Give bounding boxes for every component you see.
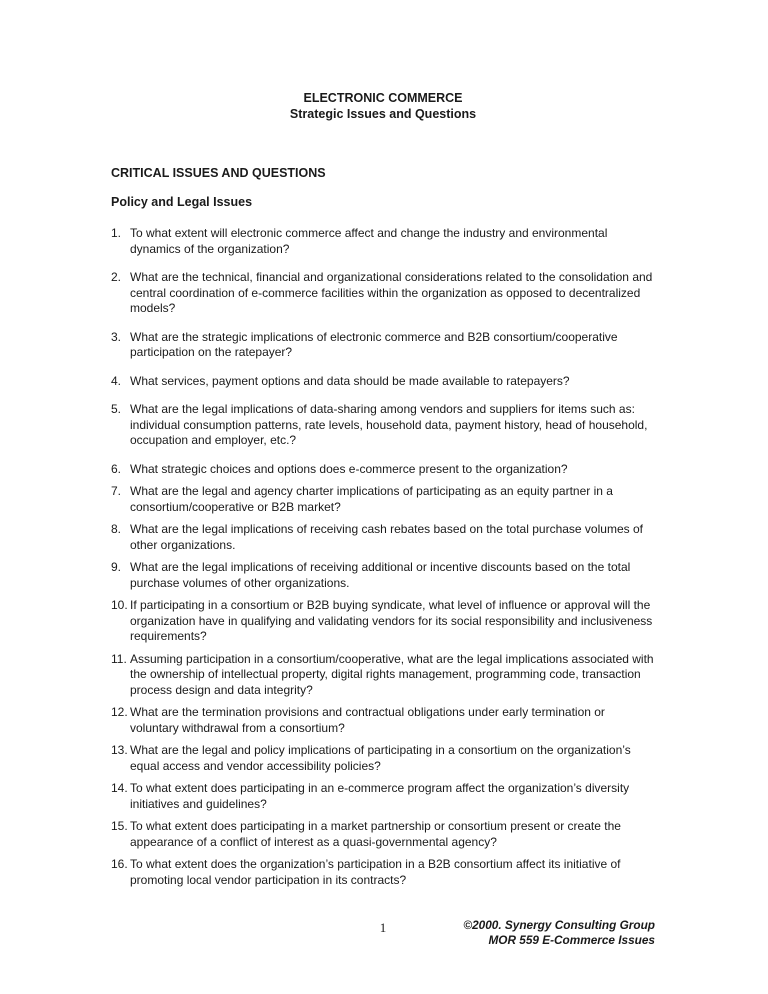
question-text: What services, payment options and data should be made available to ratepayers? bbox=[130, 373, 570, 388]
question-list bbox=[111, 226, 655, 888]
question-text: What are the strategic implications of electronic commerce and B2B consortium/cooperative participation on the ratepayer? bbox=[130, 329, 618, 359]
page-footer bbox=[111, 918, 655, 958]
question-number: 13. bbox=[111, 743, 128, 757]
question-number: 8. bbox=[111, 522, 122, 536]
question-text: To what extent does participating in a market partnership or consortium present or create the appearance of a conflict of interest as a quasi-governmental agency? bbox=[130, 819, 621, 849]
question-number: 11. bbox=[111, 651, 127, 666]
question-item bbox=[111, 560, 655, 591]
question-item bbox=[111, 705, 655, 736]
page-number: 1 bbox=[379, 920, 387, 935]
question-number: 5. bbox=[111, 402, 122, 416]
question-text: What are the technical, financial and organizational considerations related to the consolidation and central coordination of e-commerce facilities within the organization as opposed to decentralized models? bbox=[130, 270, 653, 315]
question-item bbox=[111, 270, 655, 317]
question-number: 1. bbox=[111, 226, 122, 240]
question-text: What are the legal and policy implications of participating in a consortium on the organization’s equal access and vendor accessibility policies? bbox=[130, 743, 631, 773]
title-line-2: Strategic Issues and Questions bbox=[289, 106, 477, 121]
question-text: What are the legal implications of data-sharing among vendors and suppliers for items such as: individual consumption patterns, rate levels, household data, payment history, head of household, occupation and employer, etc.? bbox=[130, 402, 648, 447]
question-text: What are the termination provisions and contractual obligations under early termination or voluntary withdrawal from a consortium? bbox=[130, 705, 605, 735]
copyright-line-2: MOR 559 E-Commerce Issues bbox=[488, 933, 655, 947]
section-heading: CRITICAL ISSUES AND QUESTIONS bbox=[111, 166, 326, 180]
question-number: 7. bbox=[111, 484, 122, 498]
question-text: To what extent will electronic commerce affect and change the industry and environmental dynamics of the organization? bbox=[130, 226, 608, 256]
question-number: 3. bbox=[111, 329, 122, 344]
question-item bbox=[111, 819, 655, 850]
question-number: 10. bbox=[111, 598, 128, 612]
question-number: 9. bbox=[111, 560, 122, 574]
question-number: 2. bbox=[111, 270, 122, 284]
question-item bbox=[111, 522, 655, 553]
question-text: What strategic choices and options does e-commerce present to the organization? bbox=[130, 461, 568, 476]
question-item bbox=[111, 374, 655, 390]
question-item bbox=[111, 402, 655, 449]
question-item bbox=[111, 462, 655, 478]
question-text: Assuming participation in a consortium/cooperative, what are the legal implications associated with the ownership of intellectual property, digital rights management, programming code, transaction process design and data integrity? bbox=[130, 651, 654, 697]
question-item bbox=[111, 330, 655, 361]
question-item bbox=[111, 484, 655, 515]
document-title bbox=[111, 91, 655, 122]
question-text: What are the legal implications of receiving additional or incentive discounts based on the total purchase volumes of other organizations. bbox=[130, 560, 631, 590]
question-number: 12. bbox=[111, 705, 128, 719]
question-item bbox=[111, 743, 655, 774]
question-number: 14. bbox=[111, 781, 128, 795]
question-item bbox=[111, 857, 655, 888]
question-item bbox=[111, 598, 655, 645]
question-text: What are the legal implications of receiving cash rebates based on the total purchase volumes of other organizations. bbox=[130, 522, 643, 552]
question-item bbox=[111, 226, 655, 257]
subsection-heading: Policy and Legal Issues bbox=[111, 194, 253, 209]
question-text: To what extent does participating in an e-commerce program affect the organization’s diversity initiatives and guidelines? bbox=[130, 781, 630, 811]
question-text: What are the legal and agency charter implications of participating as an equity partner in a consortium/cooperative or B2B market? bbox=[130, 484, 613, 514]
question-item bbox=[111, 781, 655, 812]
question-text: To what extent does the organization’s participation in a B2B consortium affect its initiative of promoting local vendor participation in its contracts? bbox=[130, 857, 621, 887]
question-number: 6. bbox=[111, 461, 122, 476]
question-item bbox=[111, 652, 655, 699]
title-line-1: ELECTRONIC COMMERCE bbox=[303, 91, 463, 105]
question-number: 16. bbox=[111, 857, 128, 871]
question-number: 4. bbox=[111, 373, 122, 388]
footer-copyright bbox=[463, 918, 655, 948]
copyright-line-1: ©2000. Synergy Consulting Group bbox=[463, 918, 655, 932]
question-text: If participating in a consortium or B2B buying syndicate, what level of influence or approval will the organization have in qualifying and validating vendors for its social responsibility and inclusiveness requirements? bbox=[130, 598, 653, 643]
question-number: 15. bbox=[111, 819, 128, 833]
